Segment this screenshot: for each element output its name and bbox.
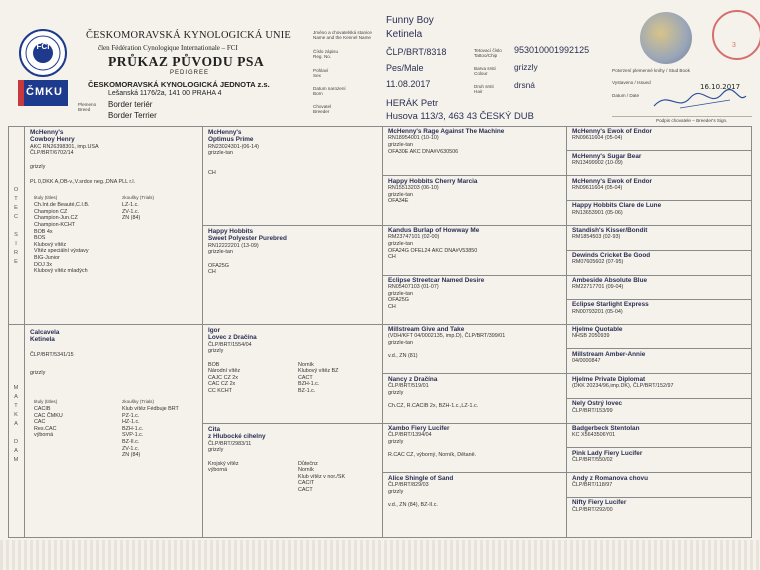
reg-number: ČLP/BRT/8318 [386,47,447,57]
gen2-name: Igor [208,327,221,334]
hologram-seal [640,12,692,64]
issuer-address: Lešanská 1176/2a, 141 00 PRAHA 4 [108,90,222,97]
breed-en: Border Terrier [108,111,157,120]
dam-titles-head: tituly (titles) [34,399,58,404]
gen3-line [388,446,564,453]
gen3-line: OFA34E [388,198,409,205]
dam-colour: grizzly [30,370,46,377]
side-letter: A [14,394,18,400]
side-letter: S [14,232,18,238]
title-entry: CACIB [34,406,51,412]
side-letter: A [14,448,18,454]
gen4-line: NHSB 2050939 [572,333,610,340]
gen3-cell [388,475,564,522]
colour-value: grizzly [514,62,538,72]
title-entry: BOB 4x [34,228,53,235]
title-entry: Vítěz speciální výstavy [34,248,89,255]
dam-cell [30,329,200,534]
gen3-line: grizzly [388,389,404,396]
title-entry: ZN (84) [122,215,141,222]
sire-name-2: Cowboy Henry [30,136,75,144]
gen2-line [208,157,378,164]
gen2-cell [208,228,378,323]
gen4-line: ČLP/BRT/118/97 [572,481,613,488]
gen3-cell [388,128,564,175]
breed-label: Plemeno Breed [78,102,97,113]
gen4-cell [572,475,748,497]
gen3-line [388,347,564,354]
title-entry: LZ-1.c. [122,202,139,209]
side-letter: M [13,457,19,463]
gen3-name: Happy Hobbits Cherry Marcia [388,177,478,185]
gen3-line: ČLP/BRT/1394/04 [388,432,432,439]
signature [650,86,750,114]
gen2-name: Happy Hobbits [208,228,254,235]
title-entry: PZ-1.c. [122,412,140,419]
gen3-cell [388,376,564,423]
cmku-logo: ČMKU [18,80,68,106]
sire-titles-list [34,202,89,275]
gen4-name: Happy Hobbits Clare de Lune [572,202,662,210]
gen2-line: ČLP/BRT/1554/04 [208,341,252,348]
gen2-line: grizzle-tan [208,150,233,157]
gen2-line-right: Důtečnz [298,460,318,467]
gen2-line-right: BZ-1.c. [298,387,316,394]
side-letter: R [13,250,19,256]
side-letter: T [14,403,18,409]
gen4-line: RN13653901 (05-06) [572,209,623,216]
gen2-line: grizzly [208,348,224,355]
gen3-line: ČLP/BRT/519/01 [388,382,429,389]
org-member: člen Fédération Cynologique Internationale – FCI [98,44,238,52]
gen3-line: CH [388,254,396,261]
org-name: ČESKOMORAVSKÁ KYNOLOGICKÁ UNIE [86,30,291,41]
gen3-line: v.d., ZN (84), BZ-II.c. [388,501,438,508]
gen4-cell [572,450,748,472]
sire-cell [30,129,200,321]
title-entry: Champion-Jun.CZ [34,215,78,222]
gen2-line: grizzle-tan [208,249,233,256]
dam-trials-list [122,406,179,459]
gen4-cell [572,400,748,422]
gen2-line [208,454,378,461]
gen2-line: Krojský vítěz [208,460,239,467]
side-letter: K [14,412,18,418]
gen3-cell [388,425,564,472]
dob-value: 11.08.2017 [386,79,431,89]
gen3-name: McHenny's Rage Against The Machine [388,128,505,135]
sire-colour: grizzly [30,164,46,170]
side-letter: A [14,421,18,427]
gen3-cell [388,178,564,225]
gen3-line: grizzle-tan [388,340,413,346]
gen4-name: McHenny's Ewok of Endor [572,177,652,185]
gen3-name: Alice Shingle of Sand [388,474,454,482]
gen3-line: grizzly [388,488,404,495]
gen2-line: BOB [208,361,220,368]
gen3-line: RM23747101 (02-00) [388,234,440,241]
gen4-line: KC X5643506Y01 [572,432,616,439]
gen3-name: Xambo Fiery Lucifer [388,425,450,432]
gen4-line: ČLP/BRT/292/00 [572,506,613,513]
gen3-line: RN15513203 (06-10) [388,184,439,191]
title-entry: výborná [34,432,54,439]
chip-value: 953010001992125 [514,45,590,55]
title-entry: Klub vítěz Fédbuje BRT [122,406,179,412]
gen2-name-2: Optimus Prime [208,136,254,144]
side-letter: C [13,214,19,220]
gen4-cell [572,376,748,398]
gen2-cell [208,327,378,422]
side-letter: E [14,205,18,211]
sire-health: PL 0,DKK A,OB-v.,V.srdce neg.,DNA PLL r.l. [30,178,136,185]
dog-name: Funny Boy [386,15,434,26]
gen4-name: Millstream Amber-Annie [572,350,646,358]
side-letter: O [13,187,19,193]
dam-trials-head: zkoušky (Trials) [122,399,154,404]
gen4-name: Nifty Fiery Lucifer [572,499,627,507]
gen2-name-2: Sweet Polyester Purebred [208,235,287,243]
gen4-name: Pink Lady Fiery Lucifer [572,449,643,457]
gen4-line: 04/0000847 [572,358,601,365]
gen4-name: McHenny's Ewok of Endor [572,128,652,135]
gen2-name: Cita [208,426,221,433]
colour-label: Barva srsti Colour [474,66,496,77]
gen4-name: Nely Ostrý lovec [572,400,623,408]
title-entry: Champion CZ [34,208,68,215]
hair-label: Druh srsti Hair [474,84,494,95]
dam-name-2: Ketinela [30,336,55,344]
gen3-cell [388,326,564,373]
gen2-line: ČLP/BRT/2983/11 [208,440,252,447]
side-letter: I [15,241,17,247]
side-letter: M [13,385,19,391]
sire-trials-list [122,202,140,222]
gen3-line: grizzle-tan [388,241,413,247]
gen2-cell [208,426,378,521]
sire-reg: AKC RN26398301, imp.USA [30,143,99,150]
red-stamp: 3 [712,10,760,60]
gen3-line: RN18954001 (10-10) [388,135,439,142]
gen4-name: Hjelme Private Diplomat [572,375,646,383]
gen4-line: RM1854503 (02-93) [572,234,621,241]
title-entry: Klubový vítěz mladých [34,268,88,275]
gen4-cell [572,178,748,200]
dam-titles-list [34,406,63,439]
title-entry: Klubový vítěz [34,241,67,248]
doc-subtitle: PEDIGREE [170,70,210,76]
gen4-line: RN09611604 (05-04) [572,135,623,142]
reg-label: Číslo zápisu Reg. No. [313,49,339,60]
gen2-line-right: Norník [298,361,314,368]
gen2-line [208,256,378,263]
gen4-cell [572,326,748,348]
gen4-name: Standish's Kisser/Bondit [572,227,648,234]
gen4-cell [572,227,748,249]
title-entry: ZV-1.c. [122,208,140,215]
breeder-name: HERÁK Petr [386,97,439,108]
gen2-name-2: z Hlubocké cihelny [208,433,266,441]
gen4-cell [572,425,748,447]
gen2-line [208,355,378,362]
title-entry: SVP-1.c. [122,432,144,439]
gen3-name: Millstream Give and Take [388,326,465,333]
title-entry: Res.CAC [34,425,57,432]
gen3-line: R.CAC CZ, výborný, Norník, Dětaně. [388,452,477,459]
gen3-name: Nancy z Dračína [388,375,438,383]
gen3-line: OFA30E AKC DNA#V630506 [388,148,459,155]
issued-date: 16.10.2017 [700,83,741,91]
gen3-line [388,396,564,403]
title-entry: BZ-II.c. [122,438,140,445]
gen4-cell [572,301,748,323]
gen3-line [388,495,564,502]
title-entry: Ch.Int.de Beauté,C.I.B. [34,202,90,209]
gen4-cell [572,351,748,373]
gen3-line: ČLP/BRT/829/03 [388,481,429,488]
gen4-line: (DKK 20234/96,imp.DK), ČLP/BRT/152/97 [572,382,674,389]
gen4-line: RM22717701 (09-04) [572,283,624,290]
gen4-name: McHenny's Sugar Bear [572,152,642,160]
gen2-line: CH [208,170,216,177]
pedigree-table [8,126,752,538]
gen4-line: RN13499902 (10-09) [572,160,623,167]
side-letter: E [14,259,18,265]
gen3-cell [388,277,564,324]
perforated-edge [0,540,760,570]
gen3-line: Ch.CZ, R.CACIB 2x, BZH-1.c.,LZ-1.c. [388,402,479,409]
title-entry: HZ-1.c. [122,419,140,426]
title-entry: CAC [34,419,46,426]
gen4-line: ČLP/BRT/550/02 [572,457,613,464]
title-entry: CAC ČMKU [34,412,63,419]
gen4-cell [572,153,748,175]
gen4-name: Ambeside Absolute Blue [572,276,648,284]
side-letter: T [14,196,18,202]
gen2-line: grizzly [208,447,224,454]
side-letter: D [13,439,19,445]
dam-name: Calcavela [30,329,60,336]
fci-logo: FCI [18,28,68,78]
gen4-cell [572,499,748,521]
gen4-line: RM07605602 (07-95) [572,259,624,266]
breeder-label: Chovatel Breeder [313,104,332,115]
gen4-cell [572,128,748,150]
stud-book-label: Potvrzení plemenné knihy / Stud Book [612,68,690,73]
gen3-line: (VDH/KFT 04/0002135, imp.D), ČLP/BRT/399/01 [388,333,506,340]
sire-side-label [12,186,20,267]
title-entry: BOS [34,235,46,242]
gen3-cell [388,227,564,274]
date-sign-label: Datum / Date [612,93,640,98]
gen2-line-right: CACT [298,374,313,381]
gen2-line: Národní vítěz [208,368,241,375]
kennel-name: Ketinela [386,29,423,40]
title-entry: ZN (84) [122,452,141,459]
gen4-cell [572,252,748,274]
issuer-name: ČESKOMORAVSKÁ KYNOLOGICKÁ JEDNOTA z.s. [88,80,270,89]
sire-trials-head: zkoušky (Trials) [122,195,154,201]
issued-label: Vystaveno / Issued [612,80,651,85]
gen2-line [208,164,378,171]
gen2-cell [208,129,378,224]
title-entry: ZV-1.c. [122,445,140,452]
gen3-name: Eclipse Streetcar Named Desire [388,276,485,284]
sire-reg-2: ČLP/BRT/6702/14 [30,150,74,157]
gen2-name-2: Lovec z Dračína [208,334,257,342]
gen2-line-right: Norník [298,467,314,474]
gen2-line: CC KCHT [208,387,232,394]
dob-label: Datum narození Born [313,86,346,97]
gen3-line: OFA25G [388,297,409,304]
gen3-line: grizzle-tan [388,290,413,297]
gen3-line: grizzle-tan [388,142,413,148]
gen3-name: Kandus Burlap of Howway Me [388,227,480,234]
gen2-line: CAC CZ 2x [208,381,236,388]
gen3-line: grizzly [388,439,404,445]
title-entry: BIG-Junior [34,254,60,261]
title-entry: BZH-1.c. [122,425,144,432]
gen3-line: grizzle-tan [388,191,413,198]
gen3-line: v.d., ZN (81) [388,353,418,360]
name-label: Jméno a chovatelská stanice Name and the Kennel Name [313,30,372,41]
doc-title: PRŮKAZ PŮVODU PSA [108,54,265,69]
gen4-line: ČLP/BRT/153/99 [572,407,613,414]
gen4-line: RN09611604 (05-04) [572,184,623,191]
title-entry: DOJ 3x [34,261,52,268]
gen2-line-right: BZH-1.c. [298,381,320,388]
gen4-name: Hjelme Quotable [572,326,623,333]
side-letter [12,429,20,438]
gen2-line: RN12222201 (13-09) [208,242,259,249]
gen3-line: RN05407103 (01-07) [388,283,439,290]
gen2-line: OFA25G [208,262,229,269]
gen2-line-right: CACIT [298,480,315,487]
gen4-name: Badgerbeck Stentolan [572,425,640,432]
gen4-name: Dewinds Cricket Be Good [572,251,651,259]
gen2-line: CAJC CZ 2x [208,374,238,381]
breeder-address: Husova 113/3, 463 43 ČESKÝ DUB [386,110,534,121]
breeder-sign-label: Podpis chovatele – Breeder's Sign. [656,118,728,123]
dam-side-label [12,384,20,465]
breed-cz: Border teriér [108,100,153,109]
side-letter [12,222,20,231]
gen2-line-right: Klubový vítěz BZ [298,368,339,375]
gen2-line-right: Klub vítěz v nor./SK [298,473,346,480]
chip-label: Tetovací číslo Tattoo/Chip [474,48,502,59]
gen2-line: výborná [208,467,228,474]
gen3-line: OFA24G OFEL24 AKC DNA#V53850 [388,247,478,254]
sex-value: Pes/Male [386,63,424,73]
title-entry: Champion-KCHT [34,221,76,228]
gen2-line-right: CACT [298,486,313,493]
gen4-name: Eclipse Starlight Express [572,301,649,309]
gen4-cell [572,277,748,299]
dam-reg: ČLP/BRT/5341/15 [30,351,74,358]
gen2-line: CH [208,269,216,276]
gen2-line: RN23024301-(06-14) [208,143,259,150]
gen2-name: McHenny's [208,129,242,136]
gen4-cell [572,202,748,224]
gen4-name: Andy z Romanova chovu [572,474,648,482]
gen3-line: CH [388,303,396,310]
sex-label: Pohlaví Sex [313,68,329,79]
sire-titles-head: tituly (titles) [34,195,58,201]
hair-value: drsná [514,80,535,90]
sire-name: McHenny's [30,129,64,136]
gen4-line: RN00793201 (05-04) [572,308,623,315]
